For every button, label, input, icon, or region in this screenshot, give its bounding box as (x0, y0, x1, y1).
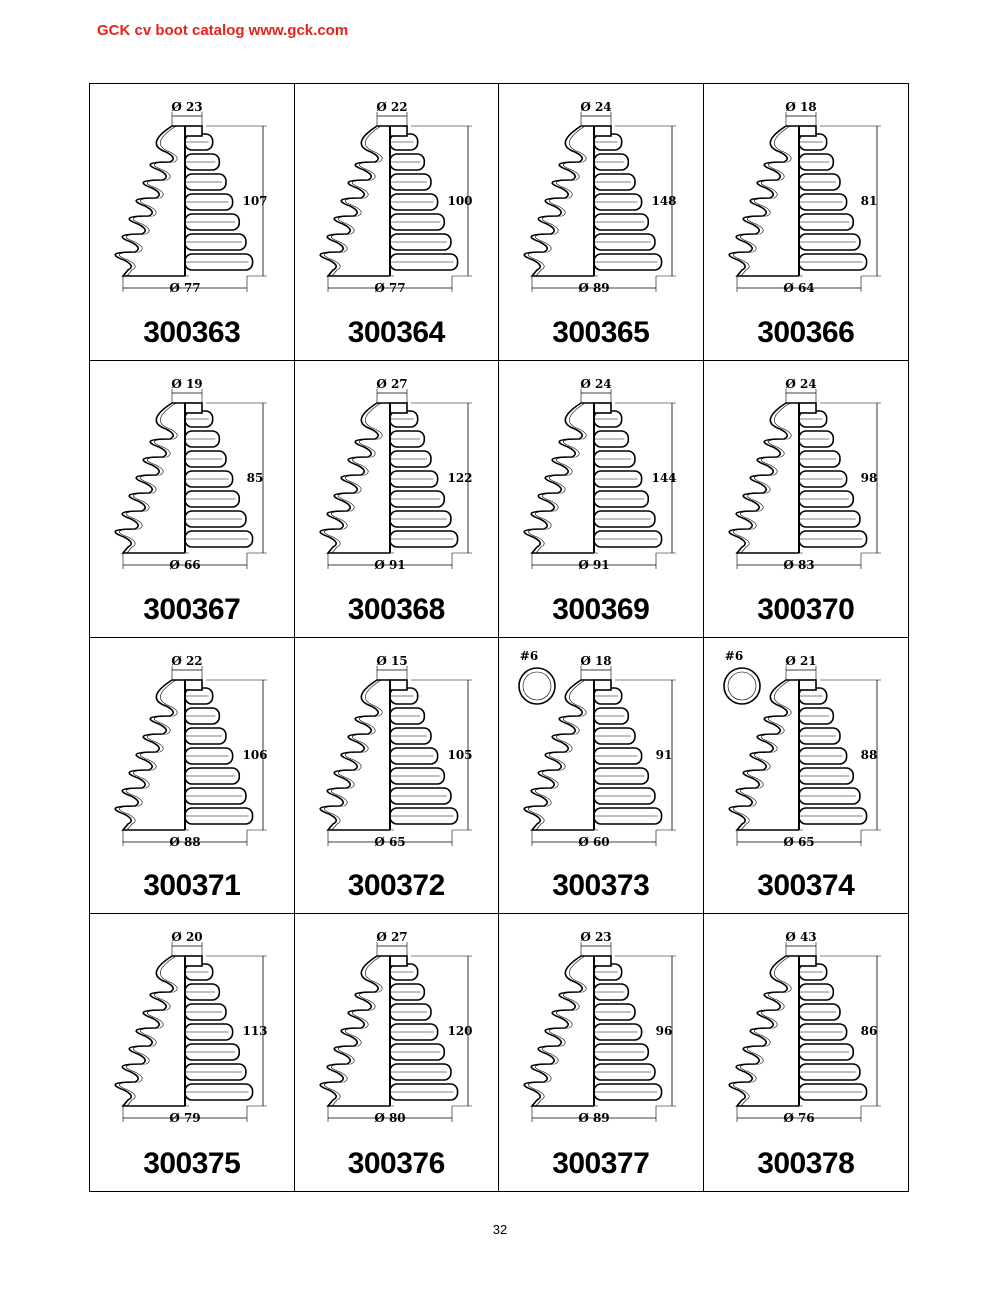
boot-cell (499, 914, 704, 1191)
large-diameter-label: Ø 66 (169, 557, 201, 572)
large-diameter-label: Ø 91 (373, 557, 406, 572)
small-diameter-label: Ø 19 (171, 376, 203, 391)
boot-section-outline (115, 126, 185, 276)
boot-cell (704, 84, 909, 361)
boot-drawing (90, 361, 295, 593)
boot-drawing (295, 638, 500, 870)
hex-bore-label: #6 (519, 648, 539, 663)
small-diameter-label: Ø 22 (171, 653, 203, 668)
boot-cell (704, 638, 909, 915)
boot-neck (594, 403, 611, 413)
boot-cell (295, 361, 500, 638)
height-label: 106 (242, 747, 268, 762)
small-diameter-label: Ø 43 (784, 930, 817, 945)
boot-cell (704, 914, 909, 1191)
boot-section-outline (115, 680, 185, 830)
boot-neck (390, 956, 407, 966)
part-number: 300364 (347, 315, 445, 349)
boot-drawing (499, 361, 704, 593)
part-number: 300377 (552, 1147, 650, 1180)
boot-neck (799, 403, 816, 413)
height-label: 113 (242, 1024, 268, 1039)
boot-neck (594, 126, 611, 136)
boot-drawing (295, 914, 500, 1146)
height-label: 88 (860, 747, 877, 762)
small-diameter-label: Ø 22 (375, 100, 408, 114)
part-number: 300375 (143, 1147, 241, 1180)
boot-cell (295, 638, 500, 915)
catalog-header: GCK cv boot catalog www.gck.com (97, 22, 349, 39)
boot-section-outline (524, 403, 594, 553)
height-label: 148 (651, 194, 677, 208)
boot-neck (594, 680, 611, 690)
small-diameter-label: Ø 15 (375, 653, 408, 668)
boot-neck (185, 403, 202, 413)
boot-section-inner (324, 126, 394, 276)
boot-section-inner (733, 403, 803, 553)
boot-neck (799, 680, 816, 690)
boot-cell (499, 638, 704, 915)
height-label: 85 (246, 470, 264, 485)
boot-drawing (499, 638, 704, 870)
part-number: 300372 (347, 869, 445, 903)
height-label: 86 (860, 1024, 877, 1039)
boot-cell (90, 84, 295, 361)
large-diameter-label: Ø 77 (169, 281, 201, 295)
part-number: 300363 (143, 315, 241, 349)
part-number: 300365 (552, 315, 650, 349)
boot-cell (90, 914, 295, 1191)
boot-cell (704, 361, 909, 638)
boot-drawing (295, 361, 500, 593)
boot-section-inner (324, 680, 394, 830)
boot-cell (295, 84, 500, 361)
boot-section-inner (324, 956, 394, 1106)
hex-bore-icon (724, 668, 760, 704)
boot-neck (185, 126, 202, 136)
boot-section-inner (324, 403, 394, 553)
boot-section-outline (320, 403, 390, 553)
small-diameter-label: Ø 18 (580, 653, 612, 668)
page-number: 32 (492, 1222, 508, 1237)
boot-section-inner (119, 680, 189, 830)
boot-section-outline (320, 126, 390, 276)
boot-cell (90, 361, 295, 638)
boot-drawing (295, 84, 500, 316)
boot-drawing (704, 638, 909, 870)
boot-section-outline (729, 126, 799, 276)
large-diameter-label: Ø 89 (578, 281, 610, 295)
boot-neck (799, 126, 816, 136)
small-diameter-label: Ø 27 (375, 376, 408, 391)
boot-section-inner (733, 126, 803, 276)
boot-section-inner (119, 403, 189, 553)
small-diameter-label: Ø 21 (784, 653, 817, 668)
boot-section-inner (528, 956, 598, 1106)
boot-drawing (499, 914, 704, 1146)
boot-cell (499, 84, 704, 361)
large-diameter-label: Ø 60 (578, 834, 610, 849)
boot-drawing (704, 84, 909, 316)
part-number: 300374 (757, 869, 855, 903)
height-label: 96 (655, 1024, 673, 1039)
boot-section-outline (524, 126, 594, 276)
small-diameter-label: Ø 18 (784, 100, 817, 114)
small-diameter-label: Ø 23 (580, 930, 612, 945)
height-label: 91 (655, 747, 673, 762)
part-number: 300370 (757, 592, 855, 626)
boot-section-outline (524, 956, 594, 1106)
small-diameter-label: Ø 27 (375, 930, 408, 945)
small-diameter-label: Ø 24 (580, 376, 612, 391)
part-number: 300367 (143, 592, 241, 626)
large-diameter-label: Ø 76 (782, 1111, 815, 1126)
height-label: 98 (860, 470, 877, 485)
boot-drawing (90, 638, 295, 870)
boot-neck (799, 956, 816, 966)
boot-section-inner (528, 403, 598, 553)
boot-neck (594, 956, 611, 966)
boot-drawing (90, 914, 295, 1146)
boot-section-inner (119, 956, 189, 1106)
boot-section-outline (320, 956, 390, 1106)
height-label: 122 (446, 470, 473, 485)
height-label: 81 (860, 194, 877, 208)
large-diameter-label: Ø 80 (373, 1111, 406, 1126)
height-label: 107 (242, 194, 268, 208)
large-diameter-label: Ø 91 (578, 557, 610, 572)
part-number: 300373 (552, 869, 650, 903)
boot-drawing (499, 84, 704, 316)
boot-section-inner (119, 126, 189, 276)
height-label: 120 (446, 1024, 473, 1039)
boot-section-outline (729, 403, 799, 553)
part-number: 300378 (757, 1147, 855, 1180)
boot-section-inner (733, 956, 803, 1106)
boot-section-outline (115, 403, 185, 553)
large-diameter-label: Ø 88 (169, 834, 201, 849)
large-diameter-label: Ø 79 (169, 1111, 201, 1126)
boot-neck (185, 956, 202, 966)
large-diameter-label: Ø 77 (373, 281, 406, 295)
boot-neck (390, 126, 407, 136)
large-diameter-label: Ø 65 (373, 834, 406, 849)
height-label: 100 (446, 194, 473, 208)
boot-drawing (704, 914, 909, 1146)
boot-cell (90, 638, 295, 915)
large-diameter-label: Ø 65 (782, 834, 815, 849)
small-diameter-label: Ø 24 (580, 100, 612, 114)
boot-neck (185, 680, 202, 690)
small-diameter-label: Ø 20 (171, 930, 203, 945)
boot-section-outline (115, 956, 185, 1106)
part-number: 300368 (347, 592, 445, 626)
part-number: 300366 (757, 315, 855, 349)
large-diameter-label: Ø 83 (782, 557, 815, 572)
boot-drawing (90, 84, 295, 316)
part-number: 300371 (143, 869, 241, 903)
boot-neck (390, 680, 407, 690)
boot-cell (499, 361, 704, 638)
hex-bore-icon (519, 668, 555, 704)
boot-drawing (704, 361, 909, 593)
boot-section-outline (729, 956, 799, 1106)
boot-catalog-grid (89, 83, 909, 1192)
boot-cell (295, 914, 500, 1191)
large-diameter-label: Ø 89 (578, 1111, 610, 1126)
height-label: 105 (446, 747, 473, 762)
height-label: 144 (651, 470, 677, 485)
boot-section-outline (320, 680, 390, 830)
large-diameter-label: Ø 64 (782, 281, 815, 295)
small-diameter-label: Ø 24 (784, 376, 817, 391)
part-number: 300369 (552, 592, 650, 626)
small-diameter-label: Ø 23 (171, 100, 203, 114)
hex-bore-label: #6 (724, 648, 743, 663)
boot-neck (390, 403, 407, 413)
boot-section-inner (528, 126, 598, 276)
part-number: 300376 (347, 1147, 445, 1180)
